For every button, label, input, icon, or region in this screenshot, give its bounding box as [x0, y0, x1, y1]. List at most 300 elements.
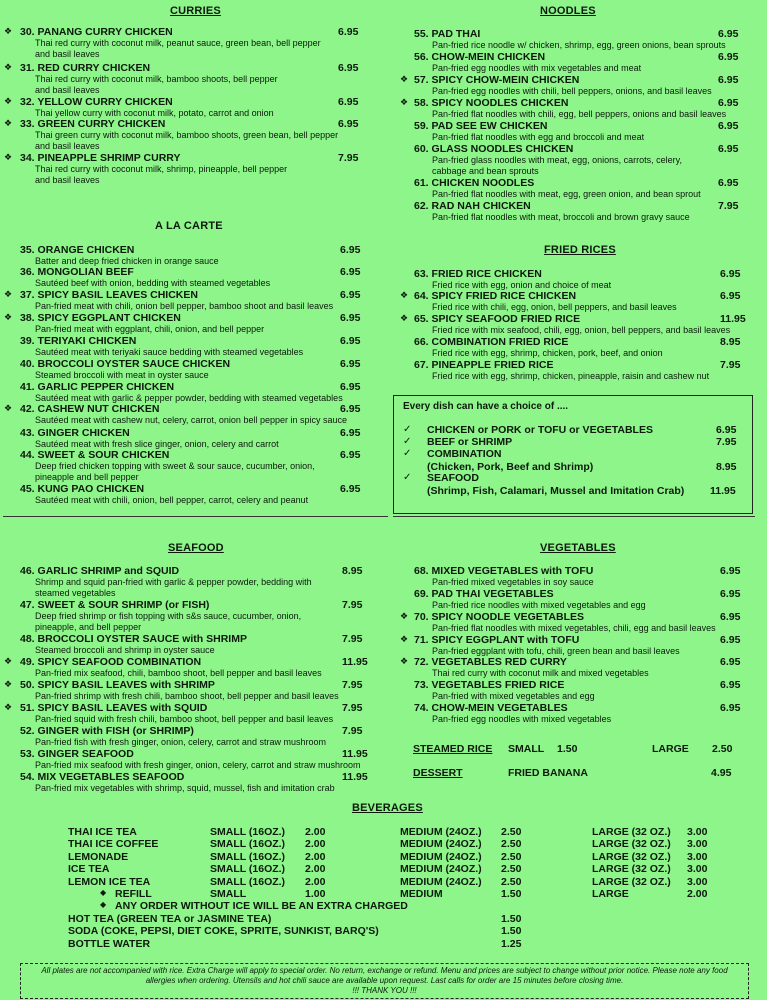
menu-item: [414, 359, 709, 382]
menu-item: [4, 62, 278, 96]
menu-item-title: SPICY CHOW-MEIN CHICKEN: [431, 74, 580, 86]
menu-item-number: 40.: [20, 358, 35, 370]
menu-item-number: 51.: [20, 702, 35, 714]
menu-item-title: CASHEW NUT CHICKEN: [37, 403, 160, 415]
menu-item-description: [35, 74, 278, 96]
description-line: Steamed broccoli with meat in oyster sauce: [35, 370, 209, 380]
section-title-beverages: BEVERAGES: [352, 802, 423, 814]
menu-item-title: SPICY BASIL LEAVES CHICKEN: [37, 289, 198, 301]
menu-item-name: [20, 312, 264, 324]
description-line: Deep fried chicken topping with sweet & sour sauce, cucumber, onion,: [35, 461, 315, 471]
description-line: Shrimp and squid pan-fried with garlic & pepper powder, bedding with: [35, 577, 312, 587]
menu-item-description: [35, 164, 287, 186]
menu-item-name: [414, 143, 682, 155]
menu-item: [414, 143, 682, 177]
menu-item-name: [20, 403, 347, 415]
menu-item-description: [432, 189, 701, 200]
section-title-noodles: NOODLES: [540, 5, 596, 17]
beverage-medium: MEDIUM (24OZ.): [400, 863, 482, 876]
menu-item-name: [414, 268, 611, 280]
description-line: Pan-fried mixed vegetables in soy sauce: [432, 577, 594, 587]
spicy-star-icon: ❖: [4, 62, 13, 72]
description-line: Thai red curry with coconut milk, shrimp, pineapple, bell pepper: [35, 164, 288, 174]
check-icon: ✓: [403, 472, 412, 483]
menu-item-number: 53.: [20, 748, 35, 760]
menu-item-name: [20, 381, 343, 393]
spicy-star-icon: ❖: [400, 656, 409, 666]
menu-item: [400, 74, 712, 97]
description-line: and basil leaves: [35, 49, 100, 59]
menu-item-number: 58.: [414, 97, 429, 109]
menu-item-number: 37.: [20, 289, 35, 301]
beverage-name: SODA (COKE, PEPSI, DIET COKE, SPRITE, SUNKIST, BARQ'S): [68, 925, 379, 938]
description-line: Pan-fried mix seafood, chili, bamboo shoot, bell pepper and basil leaves: [35, 668, 322, 678]
beverage-small-price: 2.00: [305, 826, 326, 838]
spicy-star-icon: ❖: [400, 634, 409, 644]
menu-item-number: 48.: [20, 633, 35, 645]
menu-item: [4, 312, 265, 335]
menu-item-price: 6.95: [720, 290, 741, 302]
description-line: Deep fried shrimp or fish topping with s&s sauce, cucumber, onion,: [35, 611, 302, 621]
menu-item-description: [432, 212, 690, 223]
menu-item-description: [432, 86, 712, 97]
menu-item-number: 47.: [20, 599, 35, 611]
check-icon: ✓: [403, 448, 412, 459]
menu-item-number: 38.: [20, 312, 35, 324]
menu-item-description: [35, 301, 333, 312]
menu-item-price: 6.95: [718, 177, 739, 189]
menu-item-name: [20, 702, 333, 714]
menu-item-number: 34.: [20, 152, 35, 164]
menu-item-description: [432, 63, 641, 74]
menu-item-name: [414, 588, 646, 600]
beverage-price: 1.25: [501, 937, 522, 950]
menu-item-price: 6.95: [718, 51, 739, 63]
menu-item-description: [432, 302, 677, 313]
spicy-star-icon: ❖: [400, 97, 409, 107]
description-line: Pan-fried rice noodle w/ chicken, shrimp, egg, green onions, bean sprouts: [432, 40, 726, 50]
menu-item-description: [35, 668, 322, 679]
menu-item-title: SPICY NOODLE VEGETABLES: [431, 611, 585, 623]
description-line: Pan-fried fish with fresh ginger, onion, celery, carrot and straw mushroom: [35, 737, 326, 747]
menu-item-description: [35, 737, 326, 748]
menu-item-name: [20, 335, 303, 347]
spicy-star-icon: ❖: [4, 26, 13, 36]
beverage-small: SMALL (16OZ.): [210, 838, 286, 851]
menu-item-name: [20, 748, 360, 760]
description-line: Pan-fried egg noodles with chili, bell peppers, onions, and basil leaves: [432, 86, 712, 96]
menu-item: [20, 633, 247, 656]
dessert-name: FRIED BANANA: [508, 767, 588, 779]
menu-item-number: 41.: [20, 381, 35, 393]
menu-item-number: 70.: [414, 611, 429, 623]
menu-item-number: 65.: [414, 313, 429, 325]
menu-item-description: [35, 278, 270, 289]
menu-item-price: 6.95: [718, 97, 739, 109]
menu-item-price: 6.95: [720, 679, 741, 691]
menu-item-description: [35, 645, 247, 656]
menu-item-name: [20, 244, 219, 256]
menu-item-price: 8.95: [342, 565, 363, 577]
menu-item: [20, 565, 312, 599]
menu-item: [4, 289, 334, 312]
menu-item-description: [35, 324, 264, 335]
menu-item: [400, 313, 731, 336]
beverage-medium-price: 2.50: [501, 863, 522, 876]
menu-item-name: [20, 26, 321, 38]
menu-item: [400, 656, 649, 679]
description-line: Sautéed beef with onion, bedding with steamed vegetables: [35, 278, 271, 288]
menu-item-title: BROCCOLI OYSTER SAUCE CHICKEN: [37, 358, 231, 370]
beverage-small-price: 2.00: [305, 838, 326, 851]
menu-item: [414, 336, 663, 359]
description-line: Pan-fried glass noodles with meat, egg, onions, carrots, celery,: [432, 155, 682, 165]
menu-item-title: RED CURRY CHICKEN: [37, 62, 151, 74]
beverage-name: ICE TEA: [68, 863, 110, 876]
menu-item-description: [35, 130, 338, 152]
choice-price: 11.95: [710, 485, 736, 497]
menu-item-number: 43.: [20, 427, 35, 439]
choice-sub: (Chicken, Pork, Beef and Shrimp): [427, 461, 594, 473]
menu-item-name: [20, 96, 274, 108]
menu-item-title: CHOW-MEIN CHICKEN: [431, 51, 546, 63]
description-line: Thai red curry with coconut milk and mixed vegetables: [432, 668, 649, 678]
menu-item-price: 6.95: [340, 312, 361, 324]
menu-item-number: 56.: [414, 51, 429, 63]
description-line: Sautéed meat with teriyaki sauce bedding with steamed vegetables: [35, 347, 304, 357]
menu-item-title: MONGOLIAN BEEF: [37, 266, 134, 278]
menu-item: [20, 771, 335, 794]
menu-item: [4, 118, 339, 152]
menu-item-title: VEGETABLES FRIED RICE: [431, 679, 565, 691]
beverage-name: THAI ICE TEA: [68, 826, 137, 838]
description-line: Pan-fried squid with fresh chili, bamboo shoot, bell pepper and basil leaves: [35, 714, 334, 724]
menu-item: [414, 588, 646, 611]
menu-item-name: [414, 611, 716, 623]
section-title-alacarte: A LA CARTE: [155, 220, 223, 232]
menu-item-price: 6.95: [340, 244, 361, 256]
menu-item-number: 36.: [20, 266, 35, 278]
beverage-small: SMALL (16OZ.): [210, 875, 286, 888]
menu-item-price: 7.95: [342, 599, 363, 611]
menu-item-price: 7.95: [338, 152, 359, 164]
menu-item: [20, 266, 270, 289]
menu-item-name: [20, 679, 339, 691]
description-line: pineapple and bell pepper: [35, 472, 139, 482]
menu-item-price: 11.95: [720, 313, 746, 325]
beverage-medium: MEDIUM (24OZ.): [400, 838, 482, 851]
menu-item-description: [35, 611, 301, 633]
choice-title: Every dish can have a choice of ....: [403, 401, 569, 412]
spicy-star-icon: ❖: [4, 702, 13, 712]
steamed-rice-large-price: 2.50: [712, 743, 733, 755]
menu-item-price: 11.95: [342, 771, 368, 783]
menu-item-price: 7.95: [342, 679, 363, 691]
dessert-label: DESSERT: [413, 767, 463, 779]
menu-item: [4, 26, 321, 60]
spicy-star-icon: ❖: [4, 289, 13, 299]
menu-item-price: 6.95: [720, 565, 741, 577]
menu-item-number: 52.: [20, 725, 35, 737]
menu-item-name: [20, 633, 247, 645]
menu-item-title: GARLIC SHRIMP and SQUID: [37, 565, 180, 577]
menu-item-title: GINGER with FISH (or SHRIMP): [37, 725, 194, 737]
menu-item: [414, 177, 701, 200]
footer-line: All plates are not accompanied with rice. Extra Charge will apply to special order. No return, exchange or refund. Menu and prices are subject to change without prior notice. Please note any food: [41, 966, 728, 975]
menu-item-name: [414, 120, 644, 132]
menu-item-price: 6.95: [338, 62, 359, 74]
spicy-star-icon: ❖: [400, 74, 409, 84]
beverage-medium-price: 1.50: [501, 888, 522, 900]
menu-item-title: MIX VEGETABLES SEAFOOD: [37, 771, 185, 783]
menu-item-name: [20, 427, 279, 439]
menu-item: [20, 483, 308, 506]
menu-item-name: [414, 679, 595, 691]
description-line: Sautéed meat with fresh slice ginger, onion, celery and carrot: [35, 439, 279, 449]
menu-item-number: 71.: [414, 634, 429, 646]
beverage-name: HOT TEA (GREEN TEA or JASMINE TEA): [68, 912, 272, 925]
menu-item-price: 8.95: [720, 336, 741, 348]
ice-note: ANY ORDER WITHOUT ICE WILL BE AN EXTRA CHARGED: [115, 900, 408, 913]
menu-item-description: [432, 668, 649, 679]
menu-item-description: [35, 577, 312, 599]
menu-item-description: [432, 577, 594, 588]
menu-item-number: 31.: [20, 62, 35, 74]
menu-item-description: [35, 370, 230, 381]
menu-item-description: [432, 109, 726, 120]
menu-item-name: [414, 634, 680, 646]
menu-item-title: VEGETABLES RED CURRY: [431, 656, 567, 668]
menu-item: [20, 381, 343, 404]
description-line: Pan-fried flat noodles with meat, egg, green onion, and bean sprout: [432, 189, 701, 199]
menu-item: [414, 679, 595, 702]
menu-item: [20, 449, 315, 483]
menu-item-name: [414, 656, 649, 668]
menu-item: [4, 702, 334, 725]
menu-item-price: 6.95: [720, 268, 741, 280]
menu-item-price: 6.95: [720, 702, 741, 714]
menu-item-name: [414, 702, 611, 714]
menu-item-title: GLASS NOODLES CHICKEN: [431, 143, 574, 155]
menu-item-number: 64.: [414, 290, 429, 302]
footer-line: !!! THANK YOU !!!: [352, 986, 417, 995]
description-line: Fried rice with mix seafood, chili, egg, onion, bell peppers, and basil leaves: [432, 325, 731, 335]
beverage-large-price: 2.00: [687, 888, 708, 900]
description-line: Fried rice with egg, shrimp, chicken, pork, beef, and onion: [432, 348, 663, 358]
description-line: Steamed broccoli and shrimp in oyster sauce: [35, 645, 215, 655]
menu-item-title: CHOW-MEIN VEGETABLES: [431, 702, 568, 714]
beverage-price: 1.50: [501, 925, 522, 938]
beverage-name: LEMONADE: [68, 850, 129, 863]
menu-item-number: 68.: [414, 565, 429, 577]
menu-item: [20, 244, 219, 267]
beverage-medium: MEDIUM (24OZ.): [400, 826, 482, 838]
description-line: Pan-fried meat with eggplant, chili, onion, and bell pepper: [35, 324, 265, 334]
menu-item-name: [20, 771, 335, 783]
beverage-large: LARGE (32 OZ.): [592, 838, 671, 851]
menu-item-price: 6.95: [720, 656, 741, 668]
menu-item-title: YELLOW CURRY CHICKEN: [37, 96, 173, 108]
menu-item-number: 69.: [414, 588, 429, 600]
description-line: Thai green curry with coconut milk, bamboo shoots, green bean, bell pepper: [35, 130, 339, 140]
menu-item-title: MIXED VEGETABLES with TOFU: [431, 565, 594, 577]
menu-item-title: GINGER SEAFOOD: [37, 748, 134, 760]
menu-item-title: PAD SEE EW CHICKEN: [431, 120, 548, 132]
description-line: Pan-fried eggplant with tofu, chili, green bean and basil leaves: [432, 646, 680, 656]
menu-item-title: SPICY EGGPLANT CHICKEN: [37, 312, 181, 324]
beverage-large: LARGE (32 OZ.): [592, 863, 671, 876]
beverage-large: LARGE (32 OZ.): [592, 826, 671, 838]
beverage-price: 1.50: [501, 912, 522, 925]
menu-item-description: [35, 691, 339, 702]
menu-item-description: [35, 461, 315, 483]
menu-item-title: FRIED RICE CHICKEN: [431, 268, 542, 280]
description-line: Pan-fried flat noodles with chili, egg, bell peppers, onions and basil leaves: [432, 109, 727, 119]
menu-item-price: 6.95: [718, 143, 739, 155]
spicy-star-icon: ❖: [400, 313, 409, 323]
menu-item-name: [414, 177, 701, 189]
description-line: Pan-fried flat noodles with egg and broccoli and meat: [432, 132, 645, 142]
description-line: and basil leaves: [35, 85, 100, 95]
spicy-star-icon: ❖: [400, 290, 409, 300]
choice-label: COMBINATION: [427, 448, 502, 460]
menu-item: [400, 611, 716, 634]
menu-item-name: [20, 266, 270, 278]
menu-item-price: 7.95: [342, 702, 363, 714]
description-line: Fried rice with egg, shrimp, chicken, pineapple, raisin and cashew nut: [432, 371, 710, 381]
menu-item-name: [20, 656, 322, 668]
menu-item-price: 6.95: [340, 358, 361, 370]
menu-item-price: 6.95: [718, 120, 739, 132]
menu-item-title: SPICY EGGPLANT with TOFU: [431, 634, 580, 646]
menu-item-number: 73.: [414, 679, 429, 691]
steamed-rice-large: LARGE: [652, 743, 689, 755]
menu-item-name: [414, 74, 712, 86]
description-line: and basil leaves: [35, 141, 100, 151]
divider-right: [393, 516, 755, 517]
menu-item-name: [414, 200, 690, 212]
menu-item-title: SPICY FRIED RICE CHICKEN: [431, 290, 577, 302]
menu-item-title: PINEAPPLE FRIED RICE: [431, 359, 554, 371]
bullet-icon: ◆: [100, 888, 107, 897]
menu-item-name: [414, 28, 726, 40]
menu-item-name: [414, 336, 663, 348]
menu-item-number: 63.: [414, 268, 429, 280]
menu-item-price: 6.95: [340, 427, 361, 439]
menu-item-description: [432, 623, 716, 634]
menu-item-name: [414, 51, 641, 63]
spicy-star-icon: ❖: [4, 679, 13, 689]
choice-label: BEEF or SHRIMP: [427, 436, 513, 448]
menu-item: [20, 748, 360, 771]
divider-left: [3, 516, 388, 517]
description-line: Thai red curry with coconut milk, bamboo shoots, bell pepper: [35, 74, 278, 84]
menu-item-name: [414, 290, 677, 302]
beverage-large: LARGE (32 OZ.): [592, 850, 671, 863]
menu-item-title: GINGER CHICKEN: [37, 427, 130, 439]
menu-item-title: PANANG CURRY CHICKEN: [37, 26, 173, 38]
beverage-medium: MEDIUM (24OZ.): [400, 850, 482, 863]
description-line: Pan-fried mix seafood with fresh ginger, onion, celery, carrot and straw mushroom: [35, 760, 361, 770]
beverage-medium-price: 2.50: [501, 838, 522, 851]
menu-item-price: 6.95: [340, 483, 361, 495]
menu-item-price: 6.95: [340, 381, 361, 393]
description-line: Sautéed meat with garlic & pepper powder, bedding with steamed vegetables: [35, 393, 343, 403]
menu-item-name: [20, 599, 301, 611]
menu-item-price: 7.95: [718, 200, 739, 212]
description-line: Batter and deep fried chicken in orange sauce: [35, 256, 219, 266]
beverage-medium: MEDIUM (24OZ.): [400, 875, 482, 888]
menu-item-name: [20, 449, 315, 461]
menu-item-name: [414, 359, 709, 371]
menu-item-price: 6.95: [720, 611, 741, 623]
spicy-star-icon: ❖: [4, 312, 13, 322]
check-icon: ✓: [403, 424, 412, 435]
menu-item-price: 6.95: [340, 335, 361, 347]
section-title-fried-rices: FRIED RICES: [544, 244, 616, 256]
menu-item: [4, 96, 274, 119]
description-line: Pan-fried flat noodles with mixed vegetables, chili, egg and basil leaves: [432, 623, 716, 633]
description-line: and basil leaves: [35, 175, 100, 185]
menu-item-price: 7.95: [720, 359, 741, 371]
menu-item-title: TERIYAKI CHICKEN: [37, 335, 137, 347]
description-line: Pan-fried shrimp with fresh chili, bamboo shoot, bell pepper and basil leaves: [35, 691, 339, 701]
steamed-rice-label: STEAMED RICE: [413, 743, 493, 755]
beverage-large-price: 3.00: [687, 875, 708, 888]
choice-price: 6.95: [716, 424, 737, 436]
menu-item-description: [35, 38, 321, 60]
menu-item-title: SPICY NOODLES CHICKEN: [431, 97, 569, 109]
menu-item: [414, 200, 690, 223]
menu-item-name: [20, 62, 278, 74]
menu-item-title: PINEAPPLE SHRIMP CURRY: [37, 152, 181, 164]
menu-item-number: 60.: [414, 143, 429, 155]
beverage-medium: MEDIUM: [400, 888, 443, 900]
menu-item: [4, 679, 339, 702]
menu-item: [414, 702, 611, 725]
menu-item: [20, 427, 279, 450]
beverage-name: LEMON ICE TEA: [68, 875, 151, 888]
beverage-small: SMALL (16OZ.): [210, 850, 286, 863]
menu-item: [414, 51, 641, 74]
menu-item-name: [20, 152, 287, 164]
menu-item-description: [432, 691, 595, 702]
menu-item-description: [432, 325, 730, 336]
menu-item: [414, 120, 644, 143]
menu-item: [20, 725, 326, 748]
menu-item-title: SPICY BASIL LEAVES with SHRIMP: [37, 679, 215, 691]
menu-item-number: 33.: [20, 118, 35, 130]
menu-item-number: 50.: [20, 679, 35, 691]
spicy-star-icon: ❖: [4, 96, 13, 106]
menu-item-number: 49.: [20, 656, 35, 668]
menu-item-name: [20, 725, 326, 737]
menu-item: [400, 97, 727, 120]
menu-item-name: [414, 313, 730, 325]
beverage-medium-price: 2.50: [501, 826, 522, 838]
menu-item-price: 6.95: [720, 634, 741, 646]
menu-item-price: 6.95: [340, 449, 361, 461]
menu-item-number: 35.: [20, 244, 35, 256]
menu-item-description: [35, 347, 303, 358]
beverage-small: SMALL (16OZ.): [210, 863, 286, 876]
section-title-curries: CURRIES: [170, 5, 221, 17]
description-line: Pan-fried flat noodles with meat, broccoli and brown gravy sauce: [432, 212, 690, 222]
section-title-vegetables: VEGETABLES: [540, 542, 616, 554]
menu-item: [400, 634, 680, 657]
footer-line: allergies when ordering. Utensils and hot chili sauce are available upon request. Last calls for order are 15 minutes before closing time.: [145, 976, 624, 985]
choice-price: 7.95: [716, 436, 737, 448]
